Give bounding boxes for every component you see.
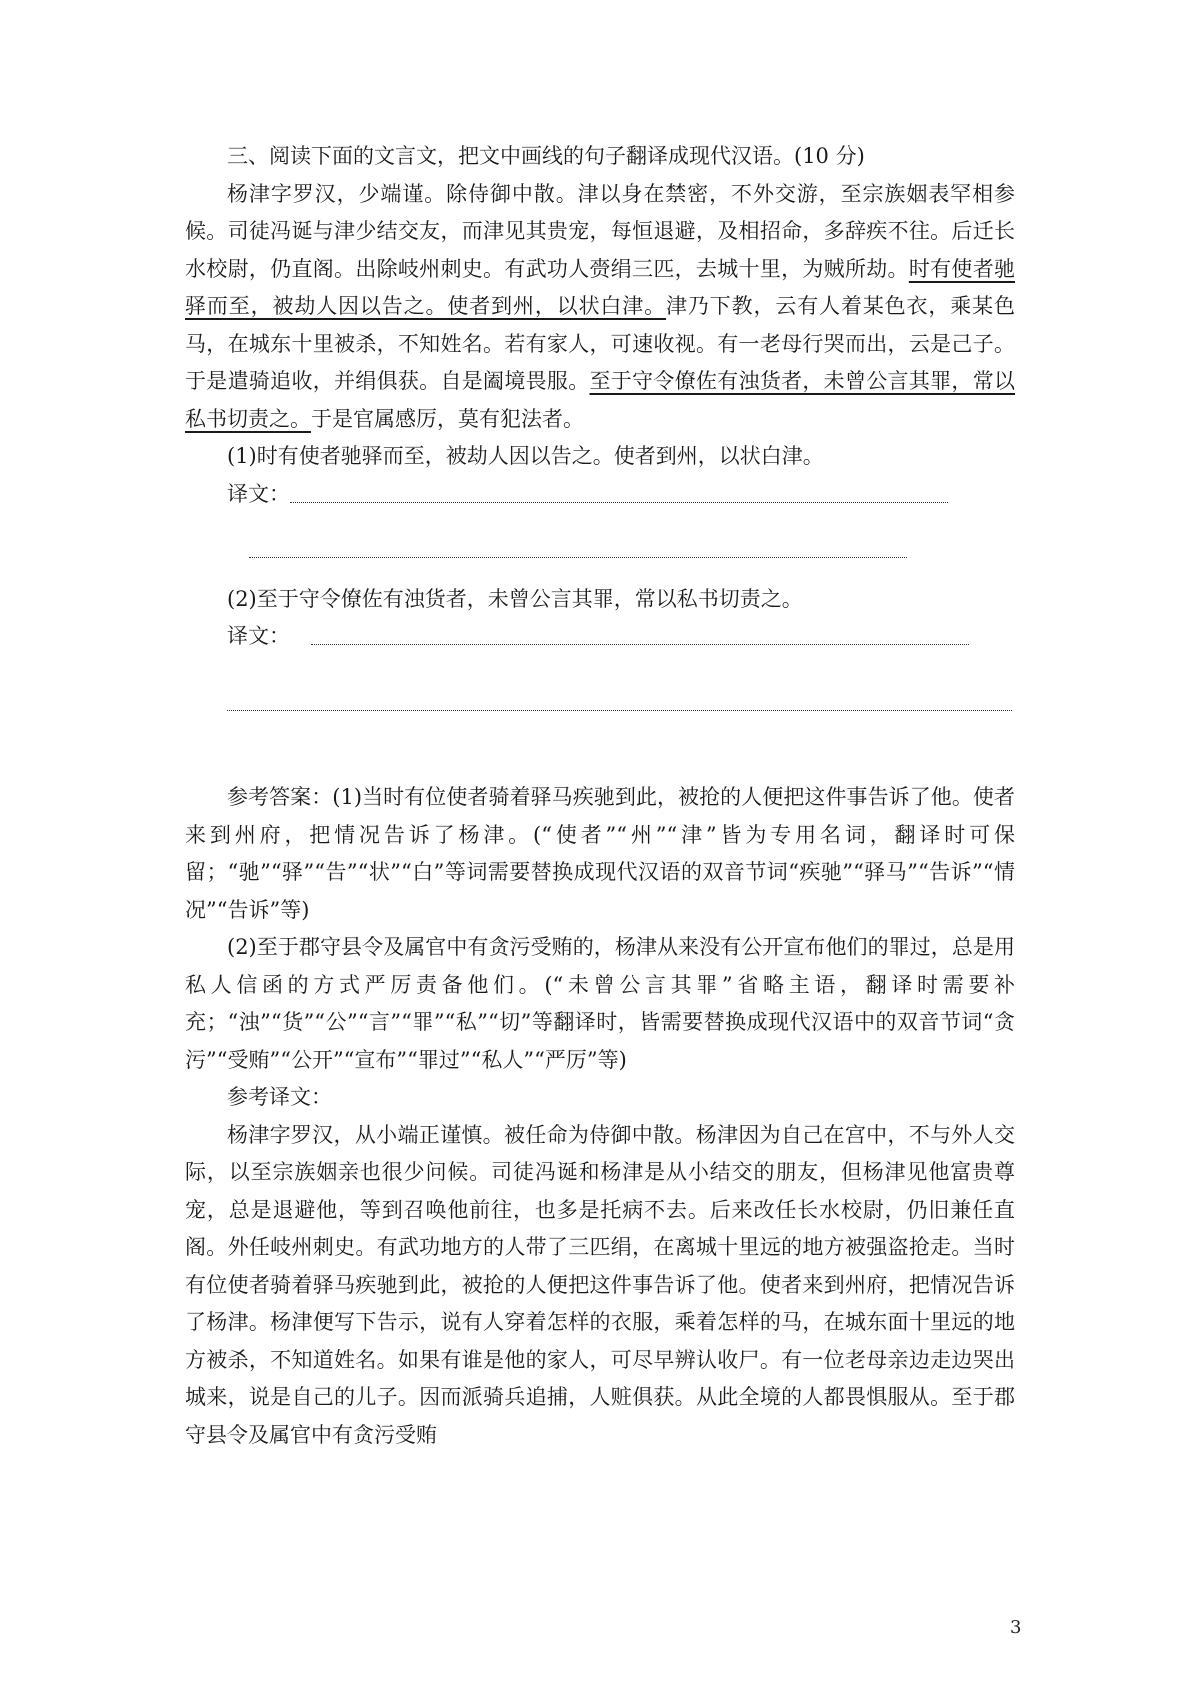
underlined-sentence-1: 时有使者驰驿而至，被劫人因以告之。使者到州，以状白津。 xyxy=(185,256,1016,318)
item-2-translation-label: 译文： xyxy=(227,624,290,648)
passage-part-3: 于是官属感厉，莫有犯法者。 xyxy=(311,406,584,431)
page-number: 3 xyxy=(1010,1617,1022,1638)
item-2-prompt: (2)至于守令僚佐有浊货者，未曾公言其罪，常以私书切责之。 xyxy=(227,586,803,611)
reference-answer-2: (2)至于郡守县令及属官中有贪污受贿的，杨津从来没有公开宣布他们的罪过，总是用私人信函的方式严厉责备他们。(“未曾公言其罪”省略主语，翻译时需要补充；“浊”“货”“公”“言”“罪”“私”“切”等翻译时，皆需要替换成现代汉语中的双音节词“贪污”“受贿”“公开”“宣布”“罪过”“私人”“严厉”等) xyxy=(185,935,1015,1072)
reference-answer-1: 参考答案：(1)当时有位使者骑着驿马疾驰到此，被抢的人便把这件事告诉了他。使者来到州府，把情况告诉了杨津。(“使者”“州”“津”皆为专用名词，翻译时可保留；“驰”“驿”“告”“状”“白”等词需要替换成现代汉语的双音节词“疾驰”“驿马”“告诉”“情况”“告诉”等) xyxy=(185,785,1015,922)
underlined-sentence-2: 至于守令僚佐有浊货者，未曾公言其罪，常以私书切责之。 xyxy=(185,369,1015,431)
item-1-translation-label: 译文： xyxy=(227,481,290,506)
item-1-blank-space xyxy=(185,513,1015,557)
item-1-answer-row-2 xyxy=(185,557,1015,595)
item-1-answer-line-2[interactable] xyxy=(249,557,907,558)
item-1-prompt: (1)时有使者驰驿而至，被劫人因以告之。使者到州，以状白津。 xyxy=(227,444,824,468)
item-2-answer-row-2 xyxy=(185,700,1015,738)
item-2-answer-line-1[interactable] xyxy=(311,644,969,645)
item-2-blank-space xyxy=(185,656,1015,700)
item-1-answer-line-1[interactable] xyxy=(290,502,948,503)
item-1-answer-row xyxy=(185,476,1015,514)
reference-translation-title: 参考译文： xyxy=(227,1085,332,1109)
passage-part-2: 津乃下教，云有人着某色衣，乘某色马，在城东十里被杀，不知姓名。若有家人，可速收视。有一老母行哭而出，云是己子。于是遣骑追收，并绢俱获。自是阖境畏服。 xyxy=(185,294,1016,393)
item-2-answer-row xyxy=(185,618,1015,656)
document-body xyxy=(185,138,1015,1454)
passage-part-1: 杨津字罗汉，少端谨。除侍御中散。津以身在禁密，不外交游，至宗族姻表罕相参候。司徒冯诞与津少结交友，而津见其贵宠，每恒退避，及相招命，多辞疾不往。后迁长水校尉，仍直阁。出除岐州刺史。有武功人赍绢三匹，去城十里，为贼所劫。 xyxy=(185,181,1015,281)
item-2-answer-line-2[interactable] xyxy=(227,710,1012,711)
question-heading: 三、阅读下面的文言文，把文中画线的句子翻译成现代汉语。(10 分) xyxy=(227,144,865,168)
section-gap xyxy=(185,737,1015,779)
classical-passage xyxy=(185,176,1015,439)
reference-translation-text: 杨津字罗汉，从小端正谨慎。被任命为侍御中散。杨津因为自己在宫中，不与外人交际，以至宗族姻亲也很少问候。司徒冯诞和杨津是从小结交的朋友，但杨津见他富贵尊宠，总是退避他，等到召唤他前往，也多是托病不去。后来改任长水校尉，仍旧兼任直阁。外任岐州刺史。有武功地方的人带了三匹绢，在离城十里远的地方被强盗抢走。当时有位使者骑着驿马疾驰到此，被抢的人便把这件事告诉了他。使者来到州府，把情况告诉了杨津。杨津便写下告示，说有人穿着怎样的衣服，乘着怎样的马，在城东面十里远的地方被杀，不知道姓名。如果有谁是他的家人，可尽早辨认收尸。有一位老母亲边走边哭出城来，说是自己的儿子。因而派骑兵追捕，人赃俱获。从此全境的人都畏惧服从。至于郡守县令及属官中有贪污受贿 xyxy=(185,1122,1015,1447)
